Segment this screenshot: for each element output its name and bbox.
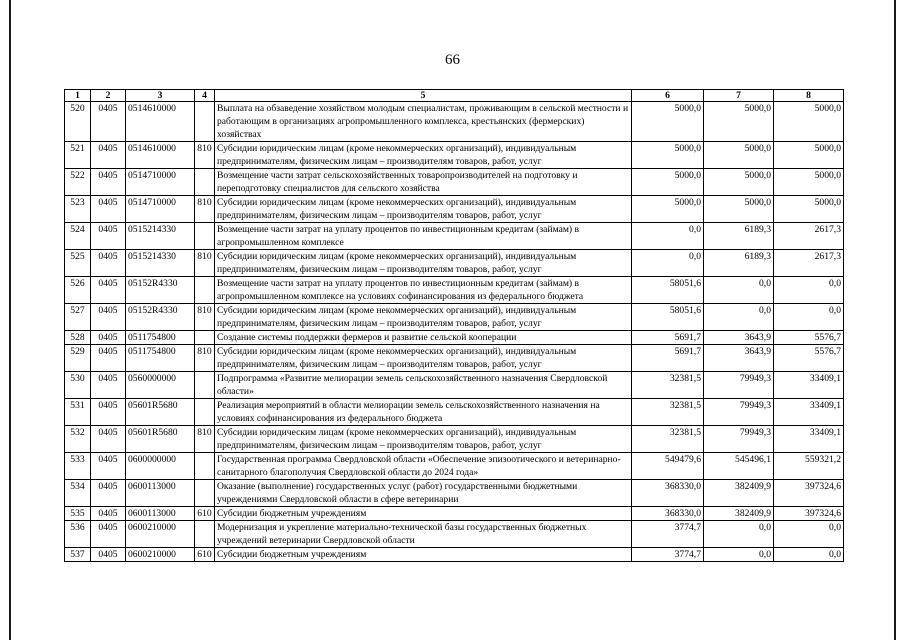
section-code-cell: 0405 bbox=[91, 277, 126, 304]
target-code-cell: 0511754800 bbox=[126, 331, 195, 345]
section-code-cell: 0405 bbox=[91, 453, 126, 480]
amount-cell-year2: 0,0 bbox=[704, 304, 774, 331]
section-code-cell: 0405 bbox=[91, 223, 126, 250]
column-header: 6 bbox=[632, 90, 704, 102]
table-row bbox=[65, 142, 844, 169]
amount-cell-year3: 5000,0 bbox=[774, 102, 844, 142]
row-number-cell: 532 bbox=[65, 426, 91, 453]
amount-cell-year1: 5000,0 bbox=[632, 169, 704, 196]
section-code-cell: 0405 bbox=[91, 345, 126, 372]
amount-cell-year2: 5000,0 bbox=[704, 102, 774, 142]
row-number-cell: 536 bbox=[65, 521, 91, 548]
table-row bbox=[65, 399, 844, 426]
description-cell: Возмещение части затрат на уплату процентов по инвестиционным кредитам (займам) в агропромышленном комплексе на условиях софинансирования из федерального бюджета bbox=[215, 277, 632, 304]
row-number-cell: 533 bbox=[65, 453, 91, 480]
table-row bbox=[65, 223, 844, 250]
table-row bbox=[65, 426, 844, 453]
target-code-cell: 05601R5680 bbox=[126, 426, 195, 453]
description-cell: Реализация мероприятий в области мелиорации земель сельскохозяйственного назначения на условиях софинансирования из федерального бюджета bbox=[215, 399, 632, 426]
row-number-cell: 528 bbox=[65, 331, 91, 345]
section-code-cell: 0405 bbox=[91, 399, 126, 426]
expense-type-cell bbox=[195, 480, 215, 507]
row-number-cell: 525 bbox=[65, 250, 91, 277]
amount-cell-year3: 559321,2 bbox=[774, 453, 844, 480]
target-code-cell: 0560000000 bbox=[126, 372, 195, 399]
amount-cell-year3: 5000,0 bbox=[774, 169, 844, 196]
expense-type-cell: 810 bbox=[195, 196, 215, 223]
row-number-cell: 529 bbox=[65, 345, 91, 372]
budget-table bbox=[64, 89, 844, 562]
expense-type-cell: 810 bbox=[195, 142, 215, 169]
amount-cell-year3: 0,0 bbox=[774, 304, 844, 331]
expense-type-cell: 810 bbox=[195, 345, 215, 372]
row-number-cell: 521 bbox=[65, 142, 91, 169]
row-number-cell: 535 bbox=[65, 507, 91, 521]
table-row bbox=[65, 453, 844, 480]
column-header: 5 bbox=[215, 90, 632, 102]
section-code-cell: 0405 bbox=[91, 250, 126, 277]
table-row bbox=[65, 331, 844, 345]
scan-edge-left bbox=[9, 0, 11, 640]
description-cell: Подпрограмма «Развитие мелиорации земель сельскохозяйственного назначения Свердловской области» bbox=[215, 372, 632, 399]
table-row bbox=[65, 480, 844, 507]
amount-cell-year3: 0,0 bbox=[774, 521, 844, 548]
table-row bbox=[65, 507, 844, 521]
section-code-cell: 0405 bbox=[91, 372, 126, 399]
amount-cell-year2: 79949,3 bbox=[704, 399, 774, 426]
amount-cell-year2: 382409,9 bbox=[704, 480, 774, 507]
table-body bbox=[65, 102, 844, 562]
table-row bbox=[65, 548, 844, 562]
description-cell: Государственная программа Свердловской области «Обеспечение эпизоотического и ветеринарно-санитарного благополучия Свердловской области до 2024 года» bbox=[215, 453, 632, 480]
target-code-cell: 0515214330 bbox=[126, 223, 195, 250]
amount-cell-year1: 32381,5 bbox=[632, 399, 704, 426]
amount-cell-year1: 368330,0 bbox=[632, 507, 704, 521]
section-code-cell: 0405 bbox=[91, 196, 126, 223]
amount-cell-year3: 5576,7 bbox=[774, 331, 844, 345]
expense-type-cell bbox=[195, 453, 215, 480]
description-cell: Субсидии бюджетным учреждениям bbox=[215, 507, 632, 521]
amount-cell-year3: 5000,0 bbox=[774, 142, 844, 169]
table-row bbox=[65, 277, 844, 304]
expense-type-cell: 810 bbox=[195, 304, 215, 331]
target-code-cell: 0514710000 bbox=[126, 169, 195, 196]
amount-cell-year1: 32381,5 bbox=[632, 426, 704, 453]
amount-cell-year3: 33409,1 bbox=[774, 372, 844, 399]
row-number-cell: 534 bbox=[65, 480, 91, 507]
target-code-cell: 0600113000 bbox=[126, 480, 195, 507]
target-code-cell: 0600113000 bbox=[126, 507, 195, 521]
table-row bbox=[65, 521, 844, 548]
description-cell: Субсидии юридическим лицам (кроме некоммерческих организаций), индивидуальным предпринимателям, физическим лицам – производителям товаров, работ, услуг bbox=[215, 250, 632, 277]
amount-cell-year2: 79949,3 bbox=[704, 426, 774, 453]
column-header: 8 bbox=[774, 90, 844, 102]
description-cell: Модернизация и укрепление материально-технической базы государственных бюджетных учреждений ветеринарии Свердловской области bbox=[215, 521, 632, 548]
section-code-cell: 0405 bbox=[91, 521, 126, 548]
amount-cell-year2: 6189,3 bbox=[704, 250, 774, 277]
target-code-cell: 0600210000 bbox=[126, 548, 195, 562]
column-header: 4 bbox=[195, 90, 215, 102]
amount-cell-year1: 32381,5 bbox=[632, 372, 704, 399]
section-code-cell: 0405 bbox=[91, 304, 126, 331]
target-code-cell: 0514610000 bbox=[126, 142, 195, 169]
amount-cell-year2: 5000,0 bbox=[704, 169, 774, 196]
amount-cell-year3: 397324,6 bbox=[774, 507, 844, 521]
amount-cell-year2: 6189,3 bbox=[704, 223, 774, 250]
amount-cell-year3: 397324,6 bbox=[774, 480, 844, 507]
table-row bbox=[65, 169, 844, 196]
column-header: 7 bbox=[704, 90, 774, 102]
description-cell: Субсидии юридическим лицам (кроме некоммерческих организаций), индивидуальным предпринимателям, физическим лицам – производителям товаров, работ, услуг bbox=[215, 345, 632, 372]
row-number-cell: 524 bbox=[65, 223, 91, 250]
row-number-cell: 537 bbox=[65, 548, 91, 562]
amount-cell-year1: 58051,6 bbox=[632, 304, 704, 331]
target-code-cell: 0511754800 bbox=[126, 345, 195, 372]
expense-type-cell bbox=[195, 277, 215, 304]
expense-type-cell bbox=[195, 521, 215, 548]
amount-cell-year2: 0,0 bbox=[704, 548, 774, 562]
amount-cell-year1: 3774,7 bbox=[632, 521, 704, 548]
amount-cell-year1: 0,0 bbox=[632, 223, 704, 250]
expense-type-cell: 610 bbox=[195, 507, 215, 521]
amount-cell-year3: 2617,3 bbox=[774, 223, 844, 250]
amount-cell-year2: 3643,9 bbox=[704, 345, 774, 372]
amount-cell-year1: 0,0 bbox=[632, 250, 704, 277]
amount-cell-year1: 549479,6 bbox=[632, 453, 704, 480]
expense-type-cell bbox=[195, 169, 215, 196]
amount-cell-year1: 3774,7 bbox=[632, 548, 704, 562]
amount-cell-year2: 545496,1 bbox=[704, 453, 774, 480]
amount-cell-year2: 0,0 bbox=[704, 521, 774, 548]
description-cell: Выплата на обзаведение хозяйством молодым специалистам, проживающим в сельской местности и работающим в организациях агропромышленного комплекса, крестьянских (фермерских) хозяйствах bbox=[215, 102, 632, 142]
scan-edge-right bbox=[894, 0, 896, 640]
expense-type-cell bbox=[195, 223, 215, 250]
column-header: 2 bbox=[91, 90, 126, 102]
section-code-cell: 0405 bbox=[91, 548, 126, 562]
page-number: 66 bbox=[445, 52, 460, 68]
amount-cell-year1: 368330,0 bbox=[632, 480, 704, 507]
section-code-cell: 0405 bbox=[91, 169, 126, 196]
description-cell: Создание системы поддержки фермеров и развитие сельской кооперации bbox=[215, 331, 632, 345]
amount-cell-year2: 3643,9 bbox=[704, 331, 774, 345]
column-header: 1 bbox=[65, 90, 91, 102]
description-cell: Субсидии бюджетным учреждениям bbox=[215, 548, 632, 562]
target-code-cell: 0514710000 bbox=[126, 196, 195, 223]
expense-type-cell bbox=[195, 102, 215, 142]
amount-cell-year1: 5000,0 bbox=[632, 196, 704, 223]
expense-type-cell: 810 bbox=[195, 250, 215, 277]
section-code-cell: 0405 bbox=[91, 331, 126, 345]
amount-cell-year2: 5000,0 bbox=[704, 196, 774, 223]
row-number-cell: 527 bbox=[65, 304, 91, 331]
description-cell: Возмещение части затрат на уплату процентов по инвестиционным кредитам (займам) в агропромышленном комплексе bbox=[215, 223, 632, 250]
row-number-cell: 530 bbox=[65, 372, 91, 399]
column-header: 3 bbox=[126, 90, 195, 102]
amount-cell-year3: 5576,7 bbox=[774, 345, 844, 372]
amount-cell-year2: 0,0 bbox=[704, 277, 774, 304]
section-code-cell: 0405 bbox=[91, 102, 126, 142]
section-code-cell: 0405 bbox=[91, 426, 126, 453]
table-row bbox=[65, 304, 844, 331]
table-row bbox=[65, 196, 844, 223]
section-code-cell: 0405 bbox=[91, 480, 126, 507]
description-cell: Субсидии юридическим лицам (кроме некоммерческих организаций), индивидуальным предпринимателям, физическим лицам – производителям товаров, работ, услуг bbox=[215, 142, 632, 169]
section-code-cell: 0405 bbox=[91, 507, 126, 521]
amount-cell-year3: 2617,3 bbox=[774, 250, 844, 277]
description-cell: Субсидии юридическим лицам (кроме некоммерческих организаций), индивидуальным предпринимателям, физическим лицам – производителям товаров, работ, услуг bbox=[215, 304, 632, 331]
target-code-cell: 0514610000 bbox=[126, 102, 195, 142]
table-header-row bbox=[65, 90, 844, 102]
table-row bbox=[65, 372, 844, 399]
amount-cell-year1: 5691,7 bbox=[632, 331, 704, 345]
row-number-cell: 523 bbox=[65, 196, 91, 223]
amount-cell-year2: 382409,9 bbox=[704, 507, 774, 521]
target-code-cell: 05601R5680 bbox=[126, 399, 195, 426]
section-code-cell: 0405 bbox=[91, 142, 126, 169]
amount-cell-year3: 0,0 bbox=[774, 277, 844, 304]
amount-cell-year1: 5000,0 bbox=[632, 142, 704, 169]
expense-type-cell: 610 bbox=[195, 548, 215, 562]
amount-cell-year3: 0,0 bbox=[774, 548, 844, 562]
description-cell: Субсидии юридическим лицам (кроме некоммерческих организаций), индивидуальным предпринимателям, физическим лицам – производителям товаров, работ, услуг bbox=[215, 426, 632, 453]
amount-cell-year1: 58051,6 bbox=[632, 277, 704, 304]
amount-cell-year3: 5000,0 bbox=[774, 196, 844, 223]
row-number-cell: 520 bbox=[65, 102, 91, 142]
description-cell: Оказание (выполнение) государственных услуг (работ) государственными бюджетными учреждениями Свердловской области в сфере ветеринарии bbox=[215, 480, 632, 507]
amount-cell-year2: 5000,0 bbox=[704, 142, 774, 169]
description-cell: Субсидии юридическим лицам (кроме некоммерческих организаций), индивидуальным предпринимателям, физическим лицам – производителям товаров, работ, услуг bbox=[215, 196, 632, 223]
table-row bbox=[65, 102, 844, 142]
description-cell: Возмещение части затрат сельскохозяйственных товаропроизводителей на подготовку и переподготовку специалистов для сельского хозяйства bbox=[215, 169, 632, 196]
expense-type-cell bbox=[195, 399, 215, 426]
row-number-cell: 531 bbox=[65, 399, 91, 426]
row-number-cell: 526 bbox=[65, 277, 91, 304]
amount-cell-year3: 33409,1 bbox=[774, 426, 844, 453]
table-row bbox=[65, 345, 844, 372]
target-code-cell: 05152R4330 bbox=[126, 304, 195, 331]
table-row bbox=[65, 250, 844, 277]
target-code-cell: 05152R4330 bbox=[126, 277, 195, 304]
amount-cell-year3: 33409,1 bbox=[774, 399, 844, 426]
row-number-cell: 522 bbox=[65, 169, 91, 196]
target-code-cell: 0515214330 bbox=[126, 250, 195, 277]
amount-cell-year1: 5691,7 bbox=[632, 345, 704, 372]
expense-type-cell bbox=[195, 331, 215, 345]
target-code-cell: 0600000000 bbox=[126, 453, 195, 480]
target-code-cell: 0600210000 bbox=[126, 521, 195, 548]
amount-cell-year1: 5000,0 bbox=[632, 102, 704, 142]
amount-cell-year2: 79949,3 bbox=[704, 372, 774, 399]
expense-type-cell bbox=[195, 372, 215, 399]
expense-type-cell: 810 bbox=[195, 426, 215, 453]
